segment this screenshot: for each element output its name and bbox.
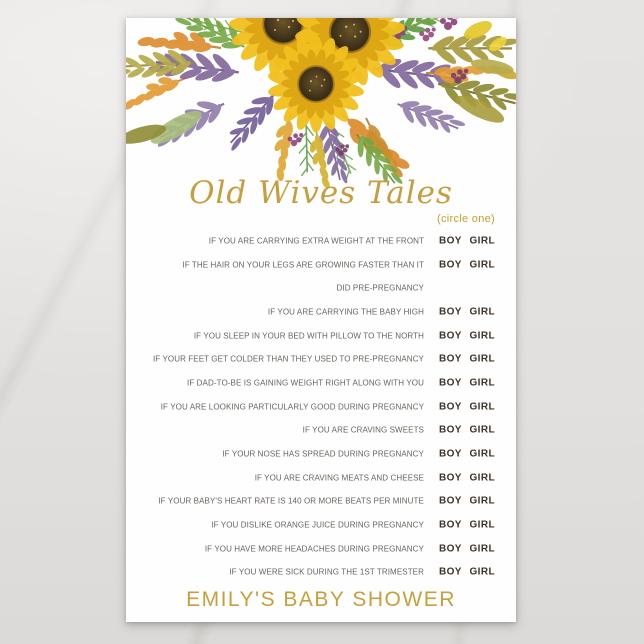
answer-options <box>439 449 495 460</box>
boy-option[interactable]: BOY <box>439 448 462 460</box>
card-title: Old Wives Tales <box>189 175 453 211</box>
girl-option[interactable]: GIRL <box>469 424 495 436</box>
answer-options <box>439 520 495 531</box>
girl-option[interactable]: GIRL <box>469 353 495 365</box>
boy-option[interactable]: BOY <box>439 495 462 507</box>
boy-option[interactable]: BOY <box>439 519 462 531</box>
sunflower-bouquet-art <box>126 18 516 190</box>
answer-options <box>439 425 495 436</box>
question-text: IF YOU WERE SICK DURING THE 1ST TRIMESTER <box>229 567 424 577</box>
answer-options <box>439 259 495 270</box>
answer-options <box>439 543 495 554</box>
answer-options <box>439 496 495 507</box>
circle-one-label: (circle one) <box>436 213 495 225</box>
question-text: IF YOUR NOSE HAS SPREAD DURING PREGNANCY <box>222 449 424 459</box>
answer-options <box>439 235 495 246</box>
question-row <box>138 324 495 348</box>
answer-options <box>439 567 495 578</box>
girl-option[interactable]: GIRL <box>469 306 495 318</box>
boy-option[interactable]: BOY <box>439 377 462 389</box>
question-row <box>138 442 495 466</box>
question-row <box>138 276 495 300</box>
answer-options <box>439 330 495 341</box>
girl-option[interactable]: GIRL <box>469 543 495 555</box>
girl-option[interactable]: GIRL <box>469 377 495 389</box>
question-text: IF YOU DISLIKE ORANGE JUICE DURING PREGNANCY <box>211 520 424 530</box>
boy-option[interactable]: BOY <box>439 306 462 318</box>
question-text: IF YOU HAVE MORE HEADACHES DURING PREGNANCY <box>204 544 424 554</box>
question-row <box>138 419 495 443</box>
questions-list <box>138 229 495 584</box>
question-text: IF THE HAIR ON YOUR LEGS ARE GROWING FASTER THAN IT <box>182 260 424 270</box>
question-text: IF YOU ARE CARRYING EXTRA WEIGHT AT THE FRONT <box>208 236 424 246</box>
question-row <box>138 371 495 395</box>
girl-option[interactable]: GIRL <box>469 448 495 460</box>
question-row <box>138 300 495 324</box>
answer-options <box>439 401 495 412</box>
girl-option[interactable]: GIRL <box>469 259 495 271</box>
question-row <box>138 347 495 371</box>
event-title: EMILY'S BABY SHOWER <box>186 588 456 611</box>
boy-option[interactable]: BOY <box>439 353 462 365</box>
girl-option[interactable]: GIRL <box>469 401 495 413</box>
boy-option[interactable]: BOY <box>439 472 462 484</box>
question-row <box>138 253 495 277</box>
answer-options <box>439 306 495 317</box>
boy-option[interactable]: BOY <box>439 259 462 271</box>
question-text: IF YOUR FEET GET COLDER THAN THEY USED TO PRE-PREGNANCY <box>152 354 424 364</box>
question-row <box>138 229 495 253</box>
girl-option[interactable]: GIRL <box>469 495 495 507</box>
girl-option[interactable]: GIRL <box>469 519 495 531</box>
question-row <box>138 490 495 514</box>
girl-option[interactable]: GIRL <box>469 330 495 342</box>
question-text: IF YOU ARE CARRYING THE BABY HIGH <box>267 307 424 317</box>
boy-option[interactable]: BOY <box>439 543 462 555</box>
question-text: IF YOU SLEEP IN YOUR BED WITH PILLOW TO THE NORTH <box>193 331 424 341</box>
question-text: IF YOUR BABY'S HEART RATE IS 140 OR MORE BEATS PER MINUTE <box>158 496 424 506</box>
answer-options <box>439 354 495 365</box>
game-card <box>126 18 516 622</box>
boy-option[interactable]: BOY <box>439 424 462 436</box>
question-text: IF YOU ARE LOOKING PARTICULARLY GOOD DURING PREGNANCY <box>160 402 424 412</box>
question-row <box>138 513 495 537</box>
question-text: DID PRE-PREGNANCY <box>336 283 424 293</box>
question-text: IF YOU ARE CRAVING SWEETS <box>302 425 424 435</box>
girl-option[interactable]: GIRL <box>469 472 495 484</box>
question-row <box>138 395 495 419</box>
answer-options <box>439 472 495 483</box>
girl-option[interactable]: GIRL <box>469 566 495 578</box>
boy-option[interactable]: BOY <box>439 401 462 413</box>
question-row <box>138 466 495 490</box>
girl-option[interactable]: GIRL <box>469 235 495 247</box>
boy-option[interactable]: BOY <box>439 566 462 578</box>
question-text: IF YOU ARE CRAVING MEATS AND CHEESE <box>254 473 424 483</box>
answer-options <box>439 377 495 388</box>
boy-option[interactable]: BOY <box>439 330 462 342</box>
boy-option[interactable]: BOY <box>439 235 462 247</box>
question-row <box>138 561 495 585</box>
question-text: IF DAD-TO-BE IS GAINING WEIGHT RIGHT ALONG WITH YOU <box>187 378 424 388</box>
question-row <box>138 537 495 561</box>
